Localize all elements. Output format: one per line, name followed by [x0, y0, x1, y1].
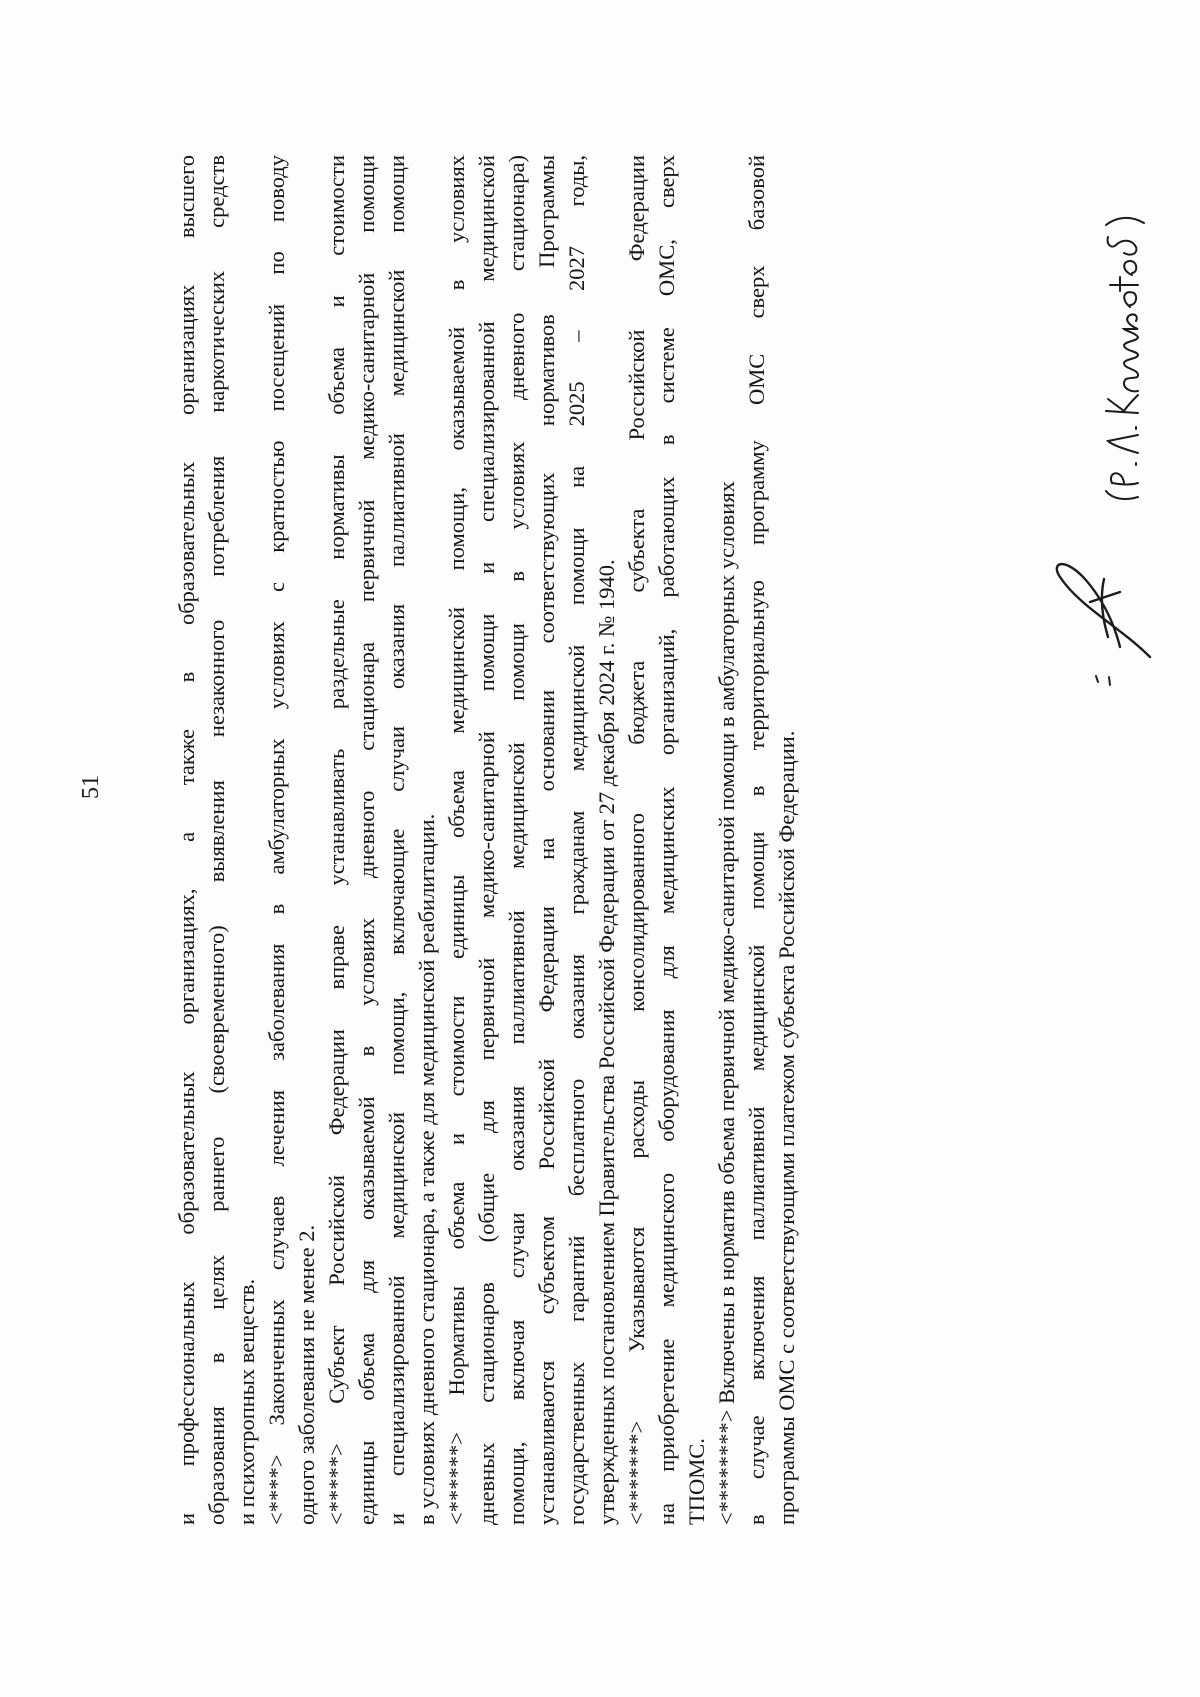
text-line: <********> Включены в норматив объема первичной медико-санитарной помощи в амбулаторных условиях [714, 481, 739, 1525]
text-line: на приобретение медицинского оборудования для медицинских организаций, работающих в системе ОМС, сверх [654, 155, 679, 1525]
text-line: <*******> Указываются расходы консолидированного бюджета субъекта Российской Федерации [624, 155, 649, 1525]
text-line: программы ОМС с соответствующими платежом субъекта Российской Федерации. [774, 730, 799, 1525]
text-line: дневных стационаров (общие для первичной медико-санитарной помощи и специализированной медицинской [474, 155, 499, 1525]
signature-icon [1020, 137, 1180, 697]
text-line: государственных гарантий бесплатного оказания гражданам медицинской помощи на 2025 – 2027 годы, [564, 155, 589, 1525]
page-number: 51 [78, 775, 104, 799]
text-line: одного заболевания не менее 2. [294, 1224, 319, 1525]
text-line: <****> Законченных случаев лечения заболевания в амбулаторных условиях с кратностью посещений по поводу [264, 155, 289, 1525]
text-line: единицы объема для оказываемой в условиях дневного стационара первичной медико-санитарной помощи [354, 155, 379, 1525]
text-line: образования в целях раннего (своевременного) выявления незаконного потребления наркотических средств [204, 155, 229, 1525]
footnotes-text [172, 155, 802, 1525]
text-line: помощи, включая случаи оказания паллиативной медицинской помощи в условиях дневного стационара) [504, 155, 529, 1525]
text-line: <*****> Субъект Российской Федерации вправе устанавливать раздельные нормативы объема и стоимости [324, 155, 349, 1525]
text-line: <******> Нормативы объема и стоимости единицы объема медицинской помощи, оказываемой в условиях [444, 155, 469, 1525]
text-line: и специализированной медицинской помощи, включающие случаи оказания паллиативной медицинской помощи [384, 155, 409, 1525]
text-line: ТПОМС. [684, 1438, 709, 1525]
text-line: в случае включения паллиативной медицинской помощи в территориальную программу ОМС сверх базовой [744, 155, 769, 1525]
text-line: и психотропных веществ. [234, 1278, 259, 1525]
handwritten-signature [1020, 137, 1180, 697]
text-line: утвержденных постановлением Правительства Российской Федерации от 27 декабря 2024 г. № 1940. [594, 559, 619, 1525]
text-line: в условиях дневного стационара, а также для медицинской реабилитации. [414, 813, 439, 1525]
text-line: и профессиональных образовательных организациях, а также в образовательных организациях высшего [174, 155, 199, 1525]
text-line: устанавливаются субъектом Российской Федерации на основании соответствующих нормативов Программы [534, 155, 559, 1525]
